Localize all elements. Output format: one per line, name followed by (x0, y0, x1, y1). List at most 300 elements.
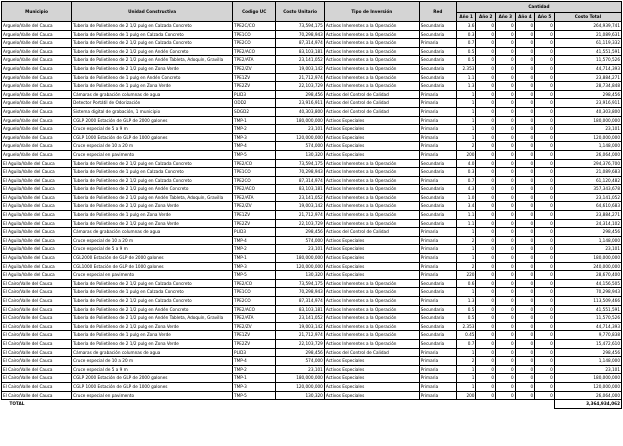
cell-red: Secundaria (419, 47, 456, 56)
cell-costo-unitario: 19,003,142 (276, 64, 324, 73)
cell-anio-3: 0 (496, 297, 516, 306)
cell-tipo: Activos Inherentes a la Operación (324, 314, 419, 323)
cell-costo-unitario: 21,712,974 (276, 73, 324, 82)
cell-anio-4: 0 (515, 99, 535, 108)
cell-costo-total: 1,148,000 (554, 236, 621, 245)
cell-tipo: Activos del Control de Calidad (324, 107, 419, 116)
cell-costo-total: 21,089,683 (554, 168, 621, 177)
cell-costo-total: 23,141,052 (554, 193, 621, 202)
cell-anio-1: 1 (456, 133, 476, 142)
table-row (2, 133, 622, 142)
col-header-cantidad: Cantidad (456, 2, 621, 13)
cell-anio-1: 200 (456, 150, 476, 159)
cell-anio-2: 0 (476, 322, 496, 331)
cell-codigo: TMP-3 (233, 262, 276, 271)
cell-municipio: El Aguila/Valle del Cauca (2, 202, 72, 211)
table-row (2, 125, 622, 134)
table-body (2, 22, 622, 400)
cell-red: Primaria (419, 365, 456, 374)
cell-municipio: Arguelo/Valle del Cauca (2, 64, 72, 73)
cell-tipo: Activos del Control de Calidad (324, 99, 419, 108)
cell-anio-1: 2 (456, 236, 476, 245)
cell-anio-2: 0 (476, 219, 496, 228)
cell-unidad: Tubería de Polietileno de 2 1/2 pulg en Calzada Concreto (72, 22, 233, 31)
cell-anio-5: 0 (535, 73, 555, 82)
cell-tipo: Activos Inherentes a la Operación (324, 159, 419, 168)
cell-codigo: TPE2/ATA (233, 56, 276, 65)
cell-municipio: El Cairo/Valle del Cauca (2, 339, 72, 348)
cell-unidad: Cruce especial en pavimento (72, 271, 233, 280)
cell-costo-unitario: 180,000,000 (276, 116, 324, 125)
cell-red: Primaria (419, 245, 456, 254)
cell-anio-2: 0 (476, 185, 496, 194)
cell-anio-1: 1 (456, 374, 476, 383)
cell-costo-total: 113,509,466 (554, 297, 621, 306)
cell-tipo: Activos Inherentes a la Operación (324, 47, 419, 56)
cell-anio-4: 0 (515, 262, 535, 271)
cell-anio-3: 0 (496, 142, 516, 151)
table-row (2, 211, 622, 220)
cell-costo-total: 23,884,271 (554, 73, 621, 82)
cell-anio-2: 0 (476, 202, 496, 211)
table-row (2, 339, 622, 348)
table-row (2, 47, 622, 56)
cell-anio-1: 2.353 (456, 64, 476, 73)
col-header-red: Red (419, 2, 456, 22)
cell-costo-unitario: 298,456 (276, 348, 324, 357)
cell-unidad: Tubería de Polietileno de 2 1/2 pulg en Zona Verde (72, 202, 233, 211)
cell-unidad: Cruce especial de 10 a 20 m (72, 357, 233, 366)
total-row (2, 400, 622, 409)
cell-anio-5: 0 (535, 90, 555, 99)
cell-anio-1: 200 (456, 391, 476, 400)
cell-anio-1: 0.5 (456, 56, 476, 65)
cell-anio-5: 0 (535, 150, 555, 159)
cell-municipio: Arguelo/Valle del Cauca (2, 39, 72, 48)
table-row (2, 185, 622, 194)
cell-anio-2: 0 (476, 348, 496, 357)
cell-municipio: Arguelo/Valle del Cauca (2, 82, 72, 91)
cell-costo-total: 11,570,526 (554, 56, 621, 65)
cell-tipo: Activos del Control de Calidad (324, 228, 419, 237)
cell-tipo: Activos Inherentes a la Operación (324, 73, 419, 82)
cell-unidad: Cruce especial de 5 a 9 m (72, 125, 233, 134)
cell-costo-unitario: 70,298,943 (276, 168, 324, 177)
cell-municipio: El Aguila/Valle del Cauca (2, 262, 72, 271)
table-row (2, 228, 622, 237)
cell-anio-4: 0 (515, 107, 535, 116)
cell-anio-3: 0 (496, 322, 516, 331)
cell-tipo: Activos Inherentes a la Operación (324, 56, 419, 65)
cell-municipio: Arguelo/Valle del Cauca (2, 116, 72, 125)
cell-tipo: Activos Inherentes a la Operación (324, 279, 419, 288)
cell-red: Primaria (419, 150, 456, 159)
table-row (2, 382, 622, 391)
cell-costo-unitario: 23,141,052 (276, 314, 324, 323)
cell-costo-unitario: 73,594,175 (276, 279, 324, 288)
cell-anio-5: 0 (535, 116, 555, 125)
cell-costo-unitario: 23,101 (276, 245, 324, 254)
cell-codigo: TPE2/ACO (233, 185, 276, 194)
cell-codigo: TMP-1 (233, 116, 276, 125)
cell-anio-2: 0 (476, 357, 496, 366)
cell-anio-1: 1 (456, 228, 476, 237)
cell-anio-5: 0 (535, 211, 555, 220)
cell-codigo: TMP-1 (233, 374, 276, 383)
cell-red: Secundaria (419, 64, 456, 73)
cell-costo-total: 23,101 (554, 365, 621, 374)
cell-anio-2: 0 (476, 47, 496, 56)
cell-costo-total: 180,000,000 (554, 374, 621, 383)
cell-anio-3: 0 (496, 305, 516, 314)
cell-anio-5: 0 (535, 382, 555, 391)
cell-costo-unitario: 83,103,181 (276, 47, 324, 56)
cell-unidad: Tubería de Polietileno de 2 1/2 pulg en Andén Concreto (72, 185, 233, 194)
cell-anio-5: 0 (535, 305, 555, 314)
table-row (2, 279, 622, 288)
cell-tipo: Activos Inherentes a la Operación (324, 30, 419, 39)
cell-anio-3: 0 (496, 271, 516, 280)
cell-costo-total: 9,770,838 (554, 331, 621, 340)
cell-costo-total: 23,916,911 (554, 99, 621, 108)
cell-anio-1: 0.3 (456, 30, 476, 39)
cell-anio-1: 1 (456, 99, 476, 108)
cell-tipo: Activos Especiales (324, 133, 419, 142)
col-header-unidad: Unidad Constructiva (72, 2, 233, 22)
cell-unidad: Tubería de Polietileno de 1 pulg en Zona Verde (72, 331, 233, 340)
cell-anio-3: 0 (496, 168, 516, 177)
total-value: 3,364,934,062 (554, 400, 621, 409)
cell-tipo: Activos Inherentes a la Operación (324, 305, 419, 314)
cell-costo-total: 1,148,000 (554, 142, 621, 151)
cell-unidad: CGL1000 Estación de GLP de 1000 galones (72, 262, 233, 271)
table-row (2, 391, 622, 400)
table-row (2, 357, 622, 366)
table-row (2, 82, 622, 91)
cell-anio-1: 2.353 (456, 322, 476, 331)
cell-anio-5: 0 (535, 236, 555, 245)
cell-anio-1: 1.1 (456, 219, 476, 228)
cell-tipo: Activos Especiales (324, 357, 419, 366)
cell-codigo: TMP-3 (233, 133, 276, 142)
cell-anio-5: 0 (535, 262, 555, 271)
cell-anio-4: 0 (515, 150, 535, 159)
cell-unidad: Tubería de Polietileno de 1 pulg en Calzada Concreto (72, 288, 233, 297)
cell-anio-1: 2 (456, 262, 476, 271)
cell-anio-5: 0 (535, 228, 555, 237)
cell-anio-1: 1 (456, 348, 476, 357)
cell-costo-total: 21,089,631 (554, 30, 621, 39)
cell-anio-4: 0 (515, 116, 535, 125)
cell-anio-3: 0 (496, 374, 516, 383)
cell-red: Secundaria (419, 185, 456, 194)
cell-tipo: Activos Especiales (324, 236, 419, 245)
cell-costo-total: 120,000,000 (554, 382, 621, 391)
cell-costo-total: 294,376,700 (554, 159, 621, 168)
cell-costo-unitario: 23,101 (276, 365, 324, 374)
cell-anio-1: 0.45 (456, 331, 476, 340)
cell-codigo: TMP-2 (233, 245, 276, 254)
cell-costo-total: 23,101 (554, 245, 621, 254)
cell-anio-5: 0 (535, 82, 555, 91)
cell-municipio: El Cairo/Valle del Cauca (2, 391, 72, 400)
cell-anio-5: 0 (535, 107, 555, 116)
cell-anio-1: 1 (456, 382, 476, 391)
cell-anio-1: 3.6 (456, 22, 476, 31)
cell-municipio: El Aguila/Valle del Cauca (2, 211, 72, 220)
cell-red: Secundaria (419, 322, 456, 331)
cell-costo-unitario: 298,456 (276, 228, 324, 237)
cell-anio-5: 0 (535, 365, 555, 374)
cell-anio-2: 0 (476, 39, 496, 48)
cell-anio-1: 1.1 (456, 73, 476, 82)
table-row (2, 64, 622, 73)
cell-costo-total: 26,064,000 (554, 150, 621, 159)
cell-anio-1: 2 (456, 357, 476, 366)
cell-unidad: Cruce especial de 5 a 9 m (72, 365, 233, 374)
cell-anio-3: 0 (496, 107, 516, 116)
cell-anio-3: 0 (496, 339, 516, 348)
cell-anio-4: 0 (515, 211, 535, 220)
cell-unidad: Cruce especial de 10 a 20 m (72, 236, 233, 245)
cell-anio-1: 1.1 (456, 211, 476, 220)
cell-costo-total: 23,101 (554, 125, 621, 134)
cell-anio-4: 0 (515, 236, 535, 245)
cell-anio-4: 0 (515, 133, 535, 142)
cell-codigo: TPE2ZV (233, 219, 276, 228)
cell-costo-unitario: 87,314,974 (276, 297, 324, 306)
cell-anio-1: 0.5 (456, 314, 476, 323)
cell-anio-2: 0 (476, 365, 496, 374)
cell-anio-3: 0 (496, 64, 516, 73)
cell-unidad: Tubería de Polietileno de 2 1/2 pulg en Zona Verde (72, 64, 233, 73)
cell-anio-5: 0 (535, 219, 555, 228)
cell-anio-3: 0 (496, 73, 516, 82)
cell-tipo: Activos Inherentes a la Operación (324, 288, 419, 297)
cell-anio-3: 0 (496, 22, 516, 31)
cell-red: Secundaria (419, 193, 456, 202)
cell-anio-4: 0 (515, 47, 535, 56)
cell-municipio: Arguelo/Valle del Cauca (2, 125, 72, 134)
cell-anio-4: 0 (515, 125, 535, 134)
cell-municipio: El Aguila/Valle del Cauca (2, 271, 72, 280)
cell-costo-unitario: 298,456 (276, 90, 324, 99)
cell-anio-4: 0 (515, 297, 535, 306)
cell-codigo: TPE2/CO (233, 279, 276, 288)
table-row (2, 202, 622, 211)
cell-anio-4: 0 (515, 176, 535, 185)
cell-red: Primaria (419, 271, 456, 280)
cell-red: Secundaria (419, 202, 456, 211)
cell-costo-total: 180,000,000 (554, 254, 621, 263)
cell-red: Primaria (419, 297, 456, 306)
cell-codigo: SDGD2 (233, 107, 276, 116)
cell-unidad: Tubería de Polietileno de 2 1/2 pulg en Calzada Concreto (72, 297, 233, 306)
cell-anio-5: 0 (535, 168, 555, 177)
cell-municipio: Arguelo/Valle del Cauca (2, 99, 72, 108)
cell-costo-total: 264,939,741 (554, 22, 621, 31)
table-row (2, 22, 622, 31)
cell-red: Secundaria (419, 159, 456, 168)
cell-anio-2: 0 (476, 339, 496, 348)
cell-anio-4: 0 (515, 254, 535, 263)
cell-unidad: Tubería de Polietileno de 1 pulg en Calzada Concreto (72, 30, 233, 39)
cell-costo-unitario: 23,916,911 (276, 99, 324, 108)
table-row (2, 374, 622, 383)
cell-tipo: Activos Especiales (324, 245, 419, 254)
cell-tipo: Activos Inherentes a la Operación (324, 22, 419, 31)
cell-anio-3: 0 (496, 314, 516, 323)
cell-costo-unitario: 574,000 (276, 142, 324, 151)
cell-anio-2: 0 (476, 331, 496, 340)
cell-unidad: Tubería de Polietileno de 1 pulg en Zona Verde (72, 82, 233, 91)
cell-anio-4: 0 (515, 245, 535, 254)
cell-anio-4: 0 (515, 314, 535, 323)
cell-anio-2: 0 (476, 228, 496, 237)
cell-red: Primaria (419, 357, 456, 366)
cell-anio-5: 0 (535, 331, 555, 340)
cell-anio-3: 0 (496, 193, 516, 202)
table-row (2, 176, 622, 185)
cell-municipio: El Aguila/Valle del Cauca (2, 176, 72, 185)
investment-table (1, 1, 622, 409)
table-row (2, 39, 622, 48)
cell-anio-4: 0 (515, 185, 535, 194)
cell-anio-3: 0 (496, 245, 516, 254)
cell-anio-3: 0 (496, 125, 516, 134)
cell-red: Primaria (419, 39, 456, 48)
cell-municipio: El Cairo/Valle del Cauca (2, 288, 72, 297)
cell-costo-unitario: 21,712,974 (276, 331, 324, 340)
cell-municipio: Arguelo/Valle del Cauca (2, 30, 72, 39)
cell-anio-4: 0 (515, 142, 535, 151)
cell-tipo: Activos Especiales (324, 150, 419, 159)
cell-anio-2: 0 (476, 107, 496, 116)
cell-anio-3: 0 (496, 150, 516, 159)
cell-anio-5: 0 (535, 271, 555, 280)
cell-unidad: Tubería de Polietileno de 2 1/2 pulg en Calzada Concreto (72, 176, 233, 185)
cell-anio-5: 0 (535, 47, 555, 56)
cell-unidad: CGLP 2000 Estación de GLP de 2000 galones (72, 116, 233, 125)
col-header-anio-1: Año 1 (456, 13, 476, 22)
cell-unidad: Tubería de Polietileno de 2 1/2 pulg en Andén Tableta, Adoquín, Gravilla (72, 314, 233, 323)
col-header-codigo: Codigo UC (233, 2, 276, 22)
cell-municipio: Arguelo/Valle del Cauca (2, 47, 72, 56)
cell-codigo: TPE2CO (233, 176, 276, 185)
cell-tipo: Activos Inherentes a la Operación (324, 322, 419, 331)
cell-red: Secundaria (419, 288, 456, 297)
cell-anio-2: 0 (476, 305, 496, 314)
cell-tipo: Activos Inherentes a la Operación (324, 331, 419, 340)
cell-anio-3: 0 (496, 82, 516, 91)
cell-anio-4: 0 (515, 382, 535, 391)
cell-anio-3: 0 (496, 357, 516, 366)
cell-anio-1: 4.3 (456, 185, 476, 194)
cell-unidad: Tubería de Polietileno de 2 1/2 pulg en Andén Concreto (72, 305, 233, 314)
cell-red: Secundaria (419, 30, 456, 39)
cell-unidad: CGLP 2000 Estación de GLP de 2000 galones (72, 374, 233, 383)
cell-anio-3: 0 (496, 39, 516, 48)
table-row (2, 271, 622, 280)
cell-tipo: Activos Especiales (324, 374, 419, 383)
cell-anio-5: 0 (535, 202, 555, 211)
cell-costo-unitario: 130,320 (276, 271, 324, 280)
cell-red: Primaria (419, 382, 456, 391)
cell-tipo: Activos Inherentes a la Operación (324, 64, 419, 73)
cell-anio-5: 0 (535, 339, 555, 348)
cell-unidad: Cámaras de grabación columnas de agua (72, 90, 233, 99)
table-row (2, 99, 622, 108)
cell-unidad: Cruce especial de 10 a 20 m (72, 142, 233, 151)
col-header-anio-2: Año 2 (476, 13, 496, 22)
table-row (2, 348, 622, 357)
cell-anio-1: 1.3 (456, 297, 476, 306)
cell-tipo: Activos Inherentes a la Operación (324, 297, 419, 306)
cell-municipio: El Cairo/Valle del Cauca (2, 314, 72, 323)
cell-tipo: Activos Especiales (324, 391, 419, 400)
cell-anio-2: 0 (476, 99, 496, 108)
cell-costo-unitario: 120,000,000 (276, 262, 324, 271)
table-row (2, 245, 622, 254)
table-row (2, 30, 622, 39)
cell-codigo: TPE2/ATA (233, 193, 276, 202)
cell-tipo: Activos del Control de Calidad (324, 90, 419, 99)
cell-anio-1: 0.7 (456, 176, 476, 185)
cell-anio-3: 0 (496, 133, 516, 142)
cell-anio-1: 0.6 (456, 279, 476, 288)
cell-red: Primaria (419, 374, 456, 383)
cell-anio-2: 0 (476, 159, 496, 168)
cell-anio-5: 0 (535, 357, 555, 366)
cell-codigo: TPE2/ZV (233, 322, 276, 331)
cell-municipio: El Aguila/Valle del Cauca (2, 193, 72, 202)
col-header-municipio: Municipio (2, 2, 72, 22)
cell-costo-unitario: 180,000,000 (276, 254, 324, 263)
cell-codigo: TPE2CO (233, 297, 276, 306)
cell-anio-2: 0 (476, 271, 496, 280)
cell-municipio: El Aguila/Valle del Cauca (2, 159, 72, 168)
cell-anio-4: 0 (515, 82, 535, 91)
cell-codigo: TPE2CO (233, 39, 276, 48)
cell-anio-5: 0 (535, 176, 555, 185)
cell-red: Secundaria (419, 219, 456, 228)
cell-anio-2: 0 (476, 262, 496, 271)
cell-costo-total: 11,570,526 (554, 314, 621, 323)
cell-unidad: Cruce especial en pavimento (72, 150, 233, 159)
cell-anio-3: 0 (496, 254, 516, 263)
cell-tipo: Activos Inherentes a la Operación (324, 176, 419, 185)
cell-red: Primaria (419, 125, 456, 134)
cell-codigo: TMP-1 (233, 254, 276, 263)
cell-codigo: TPE2/ZV (233, 64, 276, 73)
cell-anio-2: 0 (476, 374, 496, 383)
cell-anio-4: 0 (515, 305, 535, 314)
cell-costo-unitario: 130,320 (276, 150, 324, 159)
cell-tipo: Activos Inherentes a la Operación (324, 211, 419, 220)
cell-codigo: TPE1CO (233, 168, 276, 177)
cell-costo-unitario: 19,003,142 (276, 322, 324, 331)
cell-anio-3: 0 (496, 99, 516, 108)
cell-anio-2: 0 (476, 279, 496, 288)
cell-red: Primaria (419, 262, 456, 271)
cell-anio-5: 0 (535, 159, 555, 168)
cell-anio-5: 0 (535, 288, 555, 297)
cell-costo-total: 120,000,000 (554, 133, 621, 142)
cell-codigo: TMP-3 (233, 382, 276, 391)
cell-anio-4: 0 (515, 288, 535, 297)
cell-red: Primaria (419, 99, 456, 108)
cell-anio-5: 0 (535, 348, 555, 357)
